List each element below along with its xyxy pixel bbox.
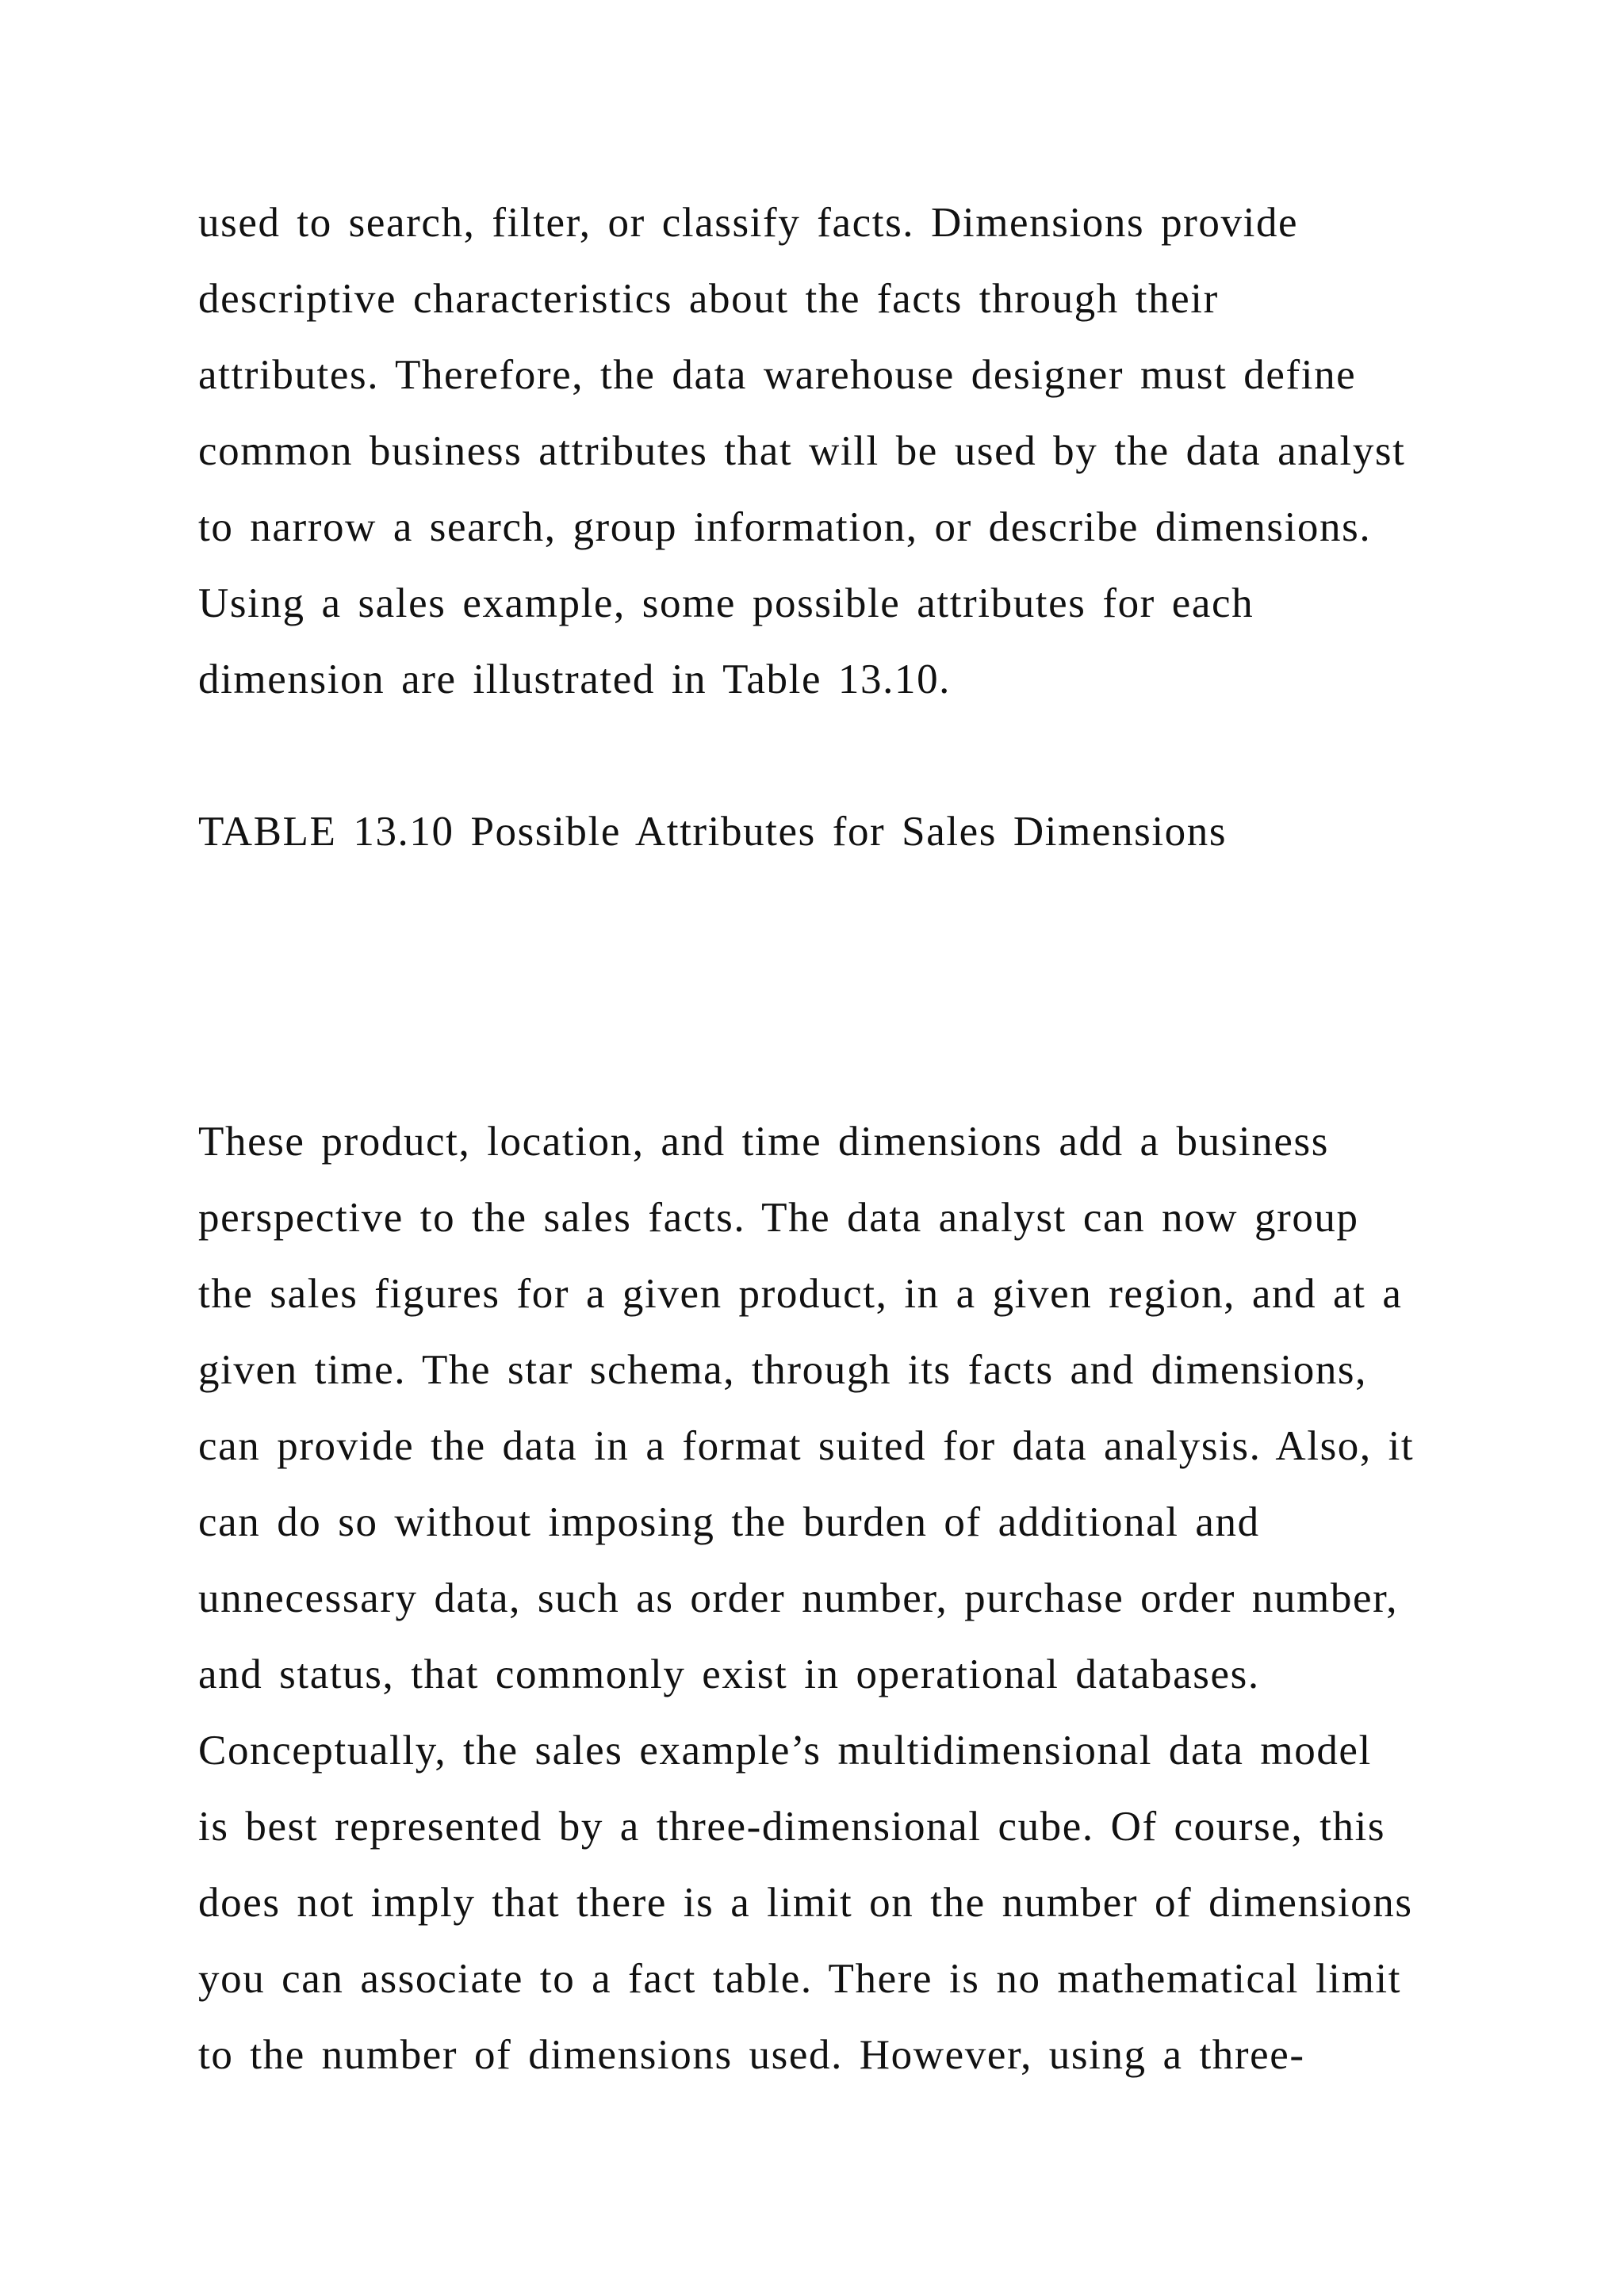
- text-line: common business attributes that will be used by the data analyst: [198, 428, 1406, 474]
- text-line: can provide the data in a format suited for data analysis. Also, it: [198, 1423, 1415, 1469]
- text-line: perspective to the sales facts. The data analyst can now group: [198, 1195, 1359, 1241]
- text-line: Using a sales example, some possible attributes for each: [198, 580, 1254, 626]
- text-line: dimension are illustrated in Table 13.10.: [198, 656, 952, 702]
- table-caption: TABLE 13.10 Possible Attributes for Sales Dimensions: [198, 809, 1228, 855]
- text-line: given time. The star schema, through its facts and dimensions,: [198, 1347, 1368, 1393]
- text-line: can do so without imposing the burden of additional and: [198, 1499, 1260, 1545]
- text-line: descriptive characteristics about the facts through their: [198, 276, 1219, 322]
- text-line: attributes. Therefore, the data warehouse designer must define: [198, 352, 1357, 398]
- text-line: to the number of dimensions used. However, using a three-: [198, 2032, 1305, 2078]
- text-line: and status, that commonly exist in operational databases.: [198, 1651, 1260, 1697]
- text-line: These product, location, and time dimensions add a business: [198, 1119, 1329, 1165]
- text-line: to narrow a search, group information, or describe dimensions.: [198, 504, 1372, 550]
- text-line: is best represented by a three-dimensional cube. Of course, this: [198, 1804, 1386, 1850]
- text-line: Conceptually, the sales example’s multidimensional data model: [198, 1728, 1372, 1774]
- text-line: the sales figures for a given product, in a given region, and at a: [198, 1271, 1403, 1317]
- text-line: unnecessary data, such as order number, purchase order number,: [198, 1575, 1399, 1621]
- text-line: used to search, filter, or classify facts. Dimensions provide: [198, 200, 1299, 246]
- text-line: you can associate to a fact table. There is no mathematical limit: [198, 1956, 1402, 2002]
- text-line: does not imply that there is a limit on the number of dimensions: [198, 1880, 1413, 1926]
